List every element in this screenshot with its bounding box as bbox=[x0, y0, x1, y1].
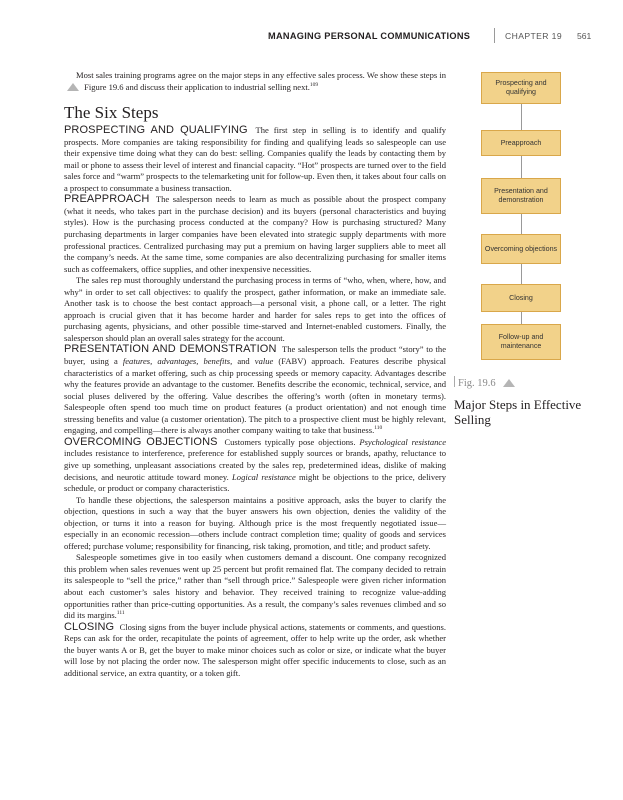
presentation-paragraph bbox=[64, 344, 446, 436]
closing-heading: CLOSING bbox=[64, 620, 115, 633]
preapproach-paragraph bbox=[64, 194, 446, 275]
caption-bar bbox=[454, 376, 455, 387]
prospecting-heading: PROSPECTING AND QUALIFYING bbox=[64, 124, 248, 137]
chapter-label: CHAPTER 19 bbox=[505, 31, 563, 41]
flow-step-presentation: Presentation and demonstration bbox=[481, 178, 561, 214]
presentation-emphasis-b: value bbox=[254, 356, 274, 367]
flow-step-preapproach: Preapproach bbox=[481, 130, 561, 156]
intro-text-a: Most sales training programs agree on the major steps in any effective sales process. We show these steps in bbox=[76, 70, 446, 80]
objections-text-c: might be objections to the price, delivery schedule, or product or company characteristics. bbox=[64, 471, 447, 494]
flow-step-closing: Closing bbox=[481, 284, 561, 312]
figure-triangle-icon[interactable] bbox=[503, 379, 515, 387]
prospecting-text: The first step in selling is to identify and qualify prospects. More companies are taking responsibility for finding and qualifying leads so salespeople can use their expensive time doing what they can do best: selling. Companies qualify the leads by contacting them by mail or phone to assess their level of interest and financial capacity. “Hot” prospects are turned over to the field sales force and “warm” prospects to the telemarketing unit for follow-up. Even then, it takes about four calls on a prospect to consummate a business transaction. bbox=[64, 125, 446, 193]
objections-text-b: includes resistance to interference, preference for established supply sources or brands, apathy, reluctance to give up something, unpleasant associations created by the sales rep, predetermined ideas, dislike of making decisions, and neurotic attitude toward money. bbox=[64, 448, 446, 482]
page-number: 561 bbox=[577, 31, 592, 41]
objections-paragraph-2: To handle these objections, the salesperson maintains a positive approach, asks the buyer to clarify the objection, questions in such a way that the buyer answers his own objection, denies the validity of the objection, or turns it into a reason for buying. Although price is the most frequently negotiated issue—especially in an economic recession—others include contract completion time; quality of goods and services offered; purchase volume; responsibility for financing, risk taking, promotion, and title; and product safety. bbox=[64, 494, 446, 551]
flow-connector bbox=[521, 264, 522, 284]
flow-connector bbox=[521, 156, 522, 178]
objections-paragraph bbox=[64, 437, 446, 495]
prospecting-paragraph bbox=[64, 125, 446, 194]
preapproach-heading: PREAPPROACH bbox=[64, 193, 150, 206]
presentation-text-b: and bbox=[237, 356, 250, 367]
preapproach-paragraph-2: The sales rep must thoroughly understand the purchasing process in terms of “who, when, where, how, and why” in order to set call objectives: to qualify the prospect, gather information, or make an immediate sale. Another task is to choose the best contact approach—a personal visit, a phone call, or a letter. The right approach is crucial given that it has become harder and harder for sales reps to get into the offices of purchasing agents, physicians, and other possible time-starved and Internet-enabled customers. Finally, the salesperson should plan an overall sales strategy for the account. bbox=[64, 275, 446, 343]
presentation-text-a: The salesperson tells the product “story” to the buyer, using a bbox=[64, 344, 446, 367]
main-text-column bbox=[64, 70, 446, 679]
objections-text-p3: Salespeople sometimes give in too easily when customers demand a discount. One company recognized this problem when sales revenues went up 25 percent but profit remained flat. The company decided to retrain its salespeople to “sell the price,” rather than “sell through price.” Salespeople were given richer information about each customer’s sales history and behavior. They received training to recognize value-adding opportunities rather than price-cutting opportunities. As a result, the company’s sales revenues climbed and so did its margins. bbox=[64, 552, 446, 621]
closing-paragraph bbox=[64, 622, 446, 680]
objections-emphasis-a: Psychological resistance bbox=[359, 436, 446, 447]
objections-paragraph-3 bbox=[64, 552, 446, 621]
figure-title: Major Steps in Effective Selling bbox=[454, 397, 582, 427]
flow-step-objections: Overcoming objections bbox=[481, 234, 561, 264]
objections-emphasis-b: Logical resistance bbox=[232, 471, 296, 482]
flow-connector bbox=[521, 214, 522, 234]
preapproach-text: The salesperson needs to learn as much as possible about the prospect company (what it needs, who takes part in the purchase decision) and its buyers (personal characteristics and buying styles). How is the purchasing process conducted at the company? How is purchasing structured? Many purchasing departments in larger companies have been elevated into strategic supply departments with more professional practices. Centralized purchasing may put a premium on having larger suppliers able to meet all the company’s needs. At the same time, some companies are also decentralizing purchasing for smaller items such as coffeemakers, office supplies, and other inexpensive necessities. bbox=[64, 194, 446, 274]
figure-number-line bbox=[454, 373, 584, 391]
header-divider bbox=[494, 28, 495, 43]
flow-connector bbox=[521, 104, 522, 130]
footnote-ref: 109 bbox=[309, 81, 319, 88]
presentation-heading: PRESENTATION AND DEMONSTRATION bbox=[64, 343, 277, 356]
figure-link-icon[interactable] bbox=[67, 83, 79, 91]
section-title: The Six Steps bbox=[64, 103, 159, 123]
flow-connector bbox=[521, 312, 522, 324]
flow-step-follow-up: Follow-up and maintenance bbox=[481, 324, 561, 360]
objections-heading: OVERCOMING OBJECTIONS bbox=[64, 435, 218, 448]
objections-text-a: Customers typically pose objections. bbox=[224, 436, 356, 447]
closing-text: Closing signs from the buyer include physical actions, statements or comments, and questions. Reps can ask for the order, recapitulate the points of agreement, offer to help write up the order, ask whether the buyer wants A or B, get the buyer to make minor choices such as color or size, or indicate what the buyer will lose by not placing the order now. The salesperson might offer specific inducements to close, such as an additional service, an extra quantity, or a token gift. bbox=[64, 621, 446, 678]
presentation-text-c: (FABV) approach. Features describe physical characteristics of a market offering, such as chip processing speeds or memory capacity. Advantages describe why the features provide an advantage to the customer. Benefits describe the economic, technical, service, and social pluses delivered by the offering. Value describes the offering’s worth (often in monetary terms). Salespeople often spend too much time on product features (a product orientation) and not enough time stressing benefits and value (a customer orientation). The pitch to a prospective client must be highly relevant, engaging, and compelling—there is always another company waiting to take that business. bbox=[64, 356, 447, 436]
figure-caption bbox=[454, 373, 584, 427]
flow-step-prospecting: Prospecting and qualifying bbox=[481, 72, 561, 104]
footnote-ref: 110 bbox=[374, 425, 383, 432]
intro-paragraph bbox=[64, 70, 446, 93]
running-head: MANAGING PERSONAL COMMUNICATIONS bbox=[268, 31, 471, 41]
page-header bbox=[0, 0, 623, 46]
figure-number: Fig. 19.6 bbox=[458, 378, 496, 389]
intro-text-b: Figure 19.6 and discuss their application to industrial selling next. bbox=[84, 81, 310, 92]
footnote-ref: 111 bbox=[116, 610, 125, 617]
presentation-emphasis-a: features, advantages, benefits, bbox=[122, 356, 233, 367]
